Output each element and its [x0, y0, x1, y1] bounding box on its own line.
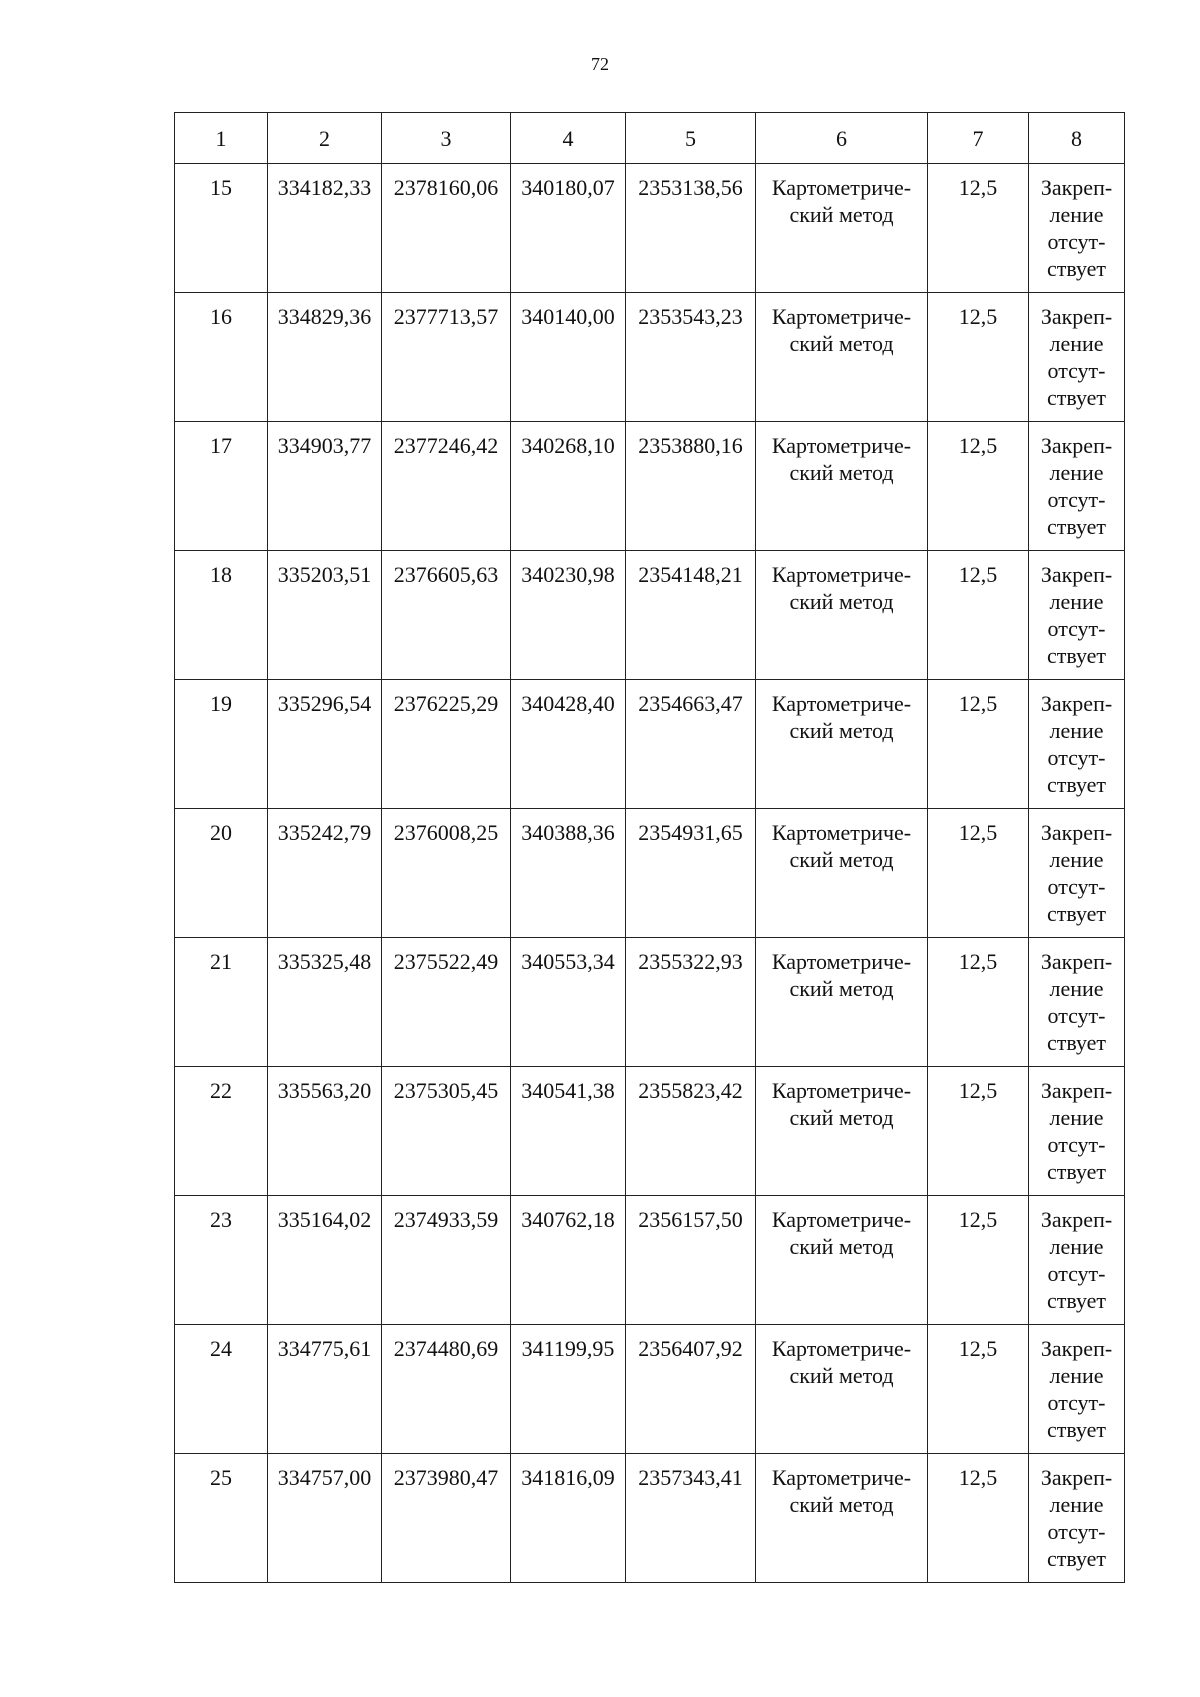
method-text-line: ский метод [789, 460, 894, 485]
coordinate-cell: 335563,20 [268, 1067, 382, 1196]
fixation-text-line: Закреп- [1040, 175, 1113, 200]
coordinate-cell: 2354663,47 [626, 680, 756, 809]
column-header: 6 [756, 113, 928, 164]
coordinate-cell: 2354148,21 [626, 551, 756, 680]
coordinate-cell: 335164,02 [268, 1196, 382, 1325]
table-row [175, 680, 1125, 809]
coordinate-cell: 2354931,65 [626, 809, 756, 938]
coordinate-cell: 334182,33 [268, 164, 382, 293]
method-cell [756, 551, 928, 680]
fixation-text-line: Закреп- [1040, 1078, 1113, 1103]
point-number-cell: 16 [175, 293, 268, 422]
table-row [175, 422, 1125, 551]
point-number-cell: 17 [175, 422, 268, 551]
column-header: 3 [382, 113, 511, 164]
method-cell [756, 422, 928, 551]
table-row [175, 1454, 1125, 1583]
fixation-cell [1029, 1325, 1125, 1454]
coordinate-cell: 335325,48 [268, 938, 382, 1067]
fixation-cell [1029, 938, 1125, 1067]
fixation-text-line: ление [1049, 847, 1104, 872]
method-text-line: ский метод [789, 718, 894, 743]
table-row [175, 1325, 1125, 1454]
method-cell [756, 809, 928, 938]
coordinate-cell: 2355322,93 [626, 938, 756, 1067]
coordinate-cell: 334757,00 [268, 1454, 382, 1583]
fixation-text-line: ление [1049, 589, 1104, 614]
accuracy-cell: 12,5 [928, 1325, 1029, 1454]
coordinate-cell: 2376225,29 [382, 680, 511, 809]
fixation-cell [1029, 293, 1125, 422]
fixation-text-line: ствует [1046, 1546, 1107, 1571]
coordinate-cell: 334903,77 [268, 422, 382, 551]
method-cell [756, 1325, 928, 1454]
table-row [175, 164, 1125, 293]
fixation-text-line: отсут- [1047, 745, 1106, 770]
point-number-cell: 21 [175, 938, 268, 1067]
method-text-line: Картометриче- [771, 949, 912, 974]
coordinate-cell: 2374933,59 [382, 1196, 511, 1325]
coordinate-cell: 2355823,42 [626, 1067, 756, 1196]
coordinates-table [174, 112, 1125, 1583]
fixation-text-line: ление [1049, 1492, 1104, 1517]
fixation-text-line: ствует [1046, 385, 1107, 410]
fixation-text-line: Закреп- [1040, 820, 1113, 845]
coordinate-cell: 2376008,25 [382, 809, 511, 938]
accuracy-cell: 12,5 [928, 551, 1029, 680]
coordinate-cell: 335203,51 [268, 551, 382, 680]
fixation-cell [1029, 164, 1125, 293]
method-cell [756, 293, 928, 422]
coordinate-cell: 340388,36 [511, 809, 626, 938]
column-header: 2 [268, 113, 382, 164]
fixation-cell [1029, 1067, 1125, 1196]
fixation-text-line: Закреп- [1040, 433, 1113, 458]
fixation-text-line: отсут- [1047, 229, 1106, 254]
point-number-cell: 22 [175, 1067, 268, 1196]
point-number-cell: 18 [175, 551, 268, 680]
point-number-cell: 20 [175, 809, 268, 938]
column-header: 7 [928, 113, 1029, 164]
coordinate-cell: 2356157,50 [626, 1196, 756, 1325]
coordinate-cell: 2356407,92 [626, 1325, 756, 1454]
fixation-text-line: Закреп- [1040, 1465, 1113, 1490]
fixation-cell [1029, 1196, 1125, 1325]
fixation-text-line: ствует [1046, 901, 1107, 926]
method-text-line: ский метод [789, 331, 894, 356]
method-cell [756, 1196, 928, 1325]
accuracy-cell: 12,5 [928, 293, 1029, 422]
fixation-cell [1029, 1454, 1125, 1583]
coordinate-cell: 2375522,49 [382, 938, 511, 1067]
fixation-cell [1029, 422, 1125, 551]
accuracy-cell: 12,5 [928, 680, 1029, 809]
fixation-cell [1029, 680, 1125, 809]
point-number-cell: 24 [175, 1325, 268, 1454]
fixation-text-line: отсут- [1047, 358, 1106, 383]
method-cell [756, 164, 928, 293]
method-text-line: Картометриче- [771, 1465, 912, 1490]
method-text-line: Картометриче- [771, 691, 912, 716]
accuracy-cell: 12,5 [928, 164, 1029, 293]
method-text-line: ский метод [789, 1105, 894, 1130]
table-row [175, 293, 1125, 422]
fixation-text-line: ление [1049, 1363, 1104, 1388]
coordinate-cell: 340553,34 [511, 938, 626, 1067]
column-header: 8 [1029, 113, 1125, 164]
accuracy-cell: 12,5 [928, 809, 1029, 938]
fixation-text-line: ление [1049, 331, 1104, 356]
coordinate-cell: 2373980,47 [382, 1454, 511, 1583]
coordinate-cell: 340140,00 [511, 293, 626, 422]
fixation-text-line: Закреп- [1040, 1336, 1113, 1361]
coordinate-cell: 2376605,63 [382, 551, 511, 680]
accuracy-cell: 12,5 [928, 1454, 1029, 1583]
coordinate-cell: 334775,61 [268, 1325, 382, 1454]
column-header: 4 [511, 113, 626, 164]
coordinate-cell: 334829,36 [268, 293, 382, 422]
table-row [175, 809, 1125, 938]
fixation-text-line: отсут- [1047, 1132, 1106, 1157]
fixation-text-line: отсут- [1047, 1003, 1106, 1028]
point-number-cell: 19 [175, 680, 268, 809]
coordinate-cell: 2375305,45 [382, 1067, 511, 1196]
method-text-line: Картометриче- [771, 175, 912, 200]
fixation-text-line: отсут- [1047, 616, 1106, 641]
coordinate-cell: 340762,18 [511, 1196, 626, 1325]
method-text-line: ский метод [789, 1492, 894, 1517]
coordinate-cell: 340180,07 [511, 164, 626, 293]
table-row [175, 1196, 1125, 1325]
fixation-text-line: ствует [1046, 256, 1107, 281]
point-number-cell: 15 [175, 164, 268, 293]
method-text-line: Картометриче- [771, 1078, 912, 1103]
fixation-text-line: отсут- [1047, 487, 1106, 512]
fixation-text-line: отсут- [1047, 1261, 1106, 1286]
fixation-text-line: ствует [1046, 514, 1107, 539]
coordinate-cell: 340230,98 [511, 551, 626, 680]
coordinate-cell: 2353880,16 [626, 422, 756, 551]
accuracy-cell: 12,5 [928, 1067, 1029, 1196]
fixation-text-line: ление [1049, 1234, 1104, 1259]
method-text-line: Картометриче- [771, 1207, 912, 1232]
column-header: 1 [175, 113, 268, 164]
coordinate-cell: 340541,38 [511, 1067, 626, 1196]
method-text-line: ский метод [789, 847, 894, 872]
page-number: 72 [591, 54, 609, 74]
fixation-text-line: ление [1049, 460, 1104, 485]
fixation-text-line: Закреп- [1040, 691, 1113, 716]
coordinate-cell: 2353138,56 [626, 164, 756, 293]
method-text-line: Картометриче- [771, 1336, 912, 1361]
fixation-text-line: ление [1049, 1105, 1104, 1130]
method-text-line: ский метод [789, 589, 894, 614]
fixation-text-line: Закреп- [1040, 562, 1113, 587]
method-text-line: ский метод [789, 1234, 894, 1259]
method-text-line: ский метод [789, 1363, 894, 1388]
fixation-text-line: ление [1049, 202, 1104, 227]
coordinate-cell: 2374480,69 [382, 1325, 511, 1454]
fixation-text-line: Закреп- [1040, 1207, 1113, 1232]
coordinate-cell: 335296,54 [268, 680, 382, 809]
accuracy-cell: 12,5 [928, 1196, 1029, 1325]
fixation-text-line: отсут- [1047, 1390, 1106, 1415]
coordinate-cell: 341816,09 [511, 1454, 626, 1583]
fixation-text-line: ствует [1046, 772, 1107, 797]
coordinate-cell: 2357343,41 [626, 1454, 756, 1583]
method-cell [756, 1454, 928, 1583]
method-text-line: Картометриче- [771, 562, 912, 587]
accuracy-cell: 12,5 [928, 422, 1029, 551]
fixation-text-line: ствует [1046, 1288, 1107, 1313]
fixation-cell [1029, 551, 1125, 680]
coordinate-cell: 335242,79 [268, 809, 382, 938]
method-text-line: Картометриче- [771, 304, 912, 329]
table-row [175, 1067, 1125, 1196]
header-row [175, 113, 1125, 164]
fixation-text-line: Закреп- [1040, 949, 1113, 974]
method-text-line: Картометриче- [771, 433, 912, 458]
fixation-text-line: отсут- [1047, 1519, 1106, 1544]
point-number-cell: 23 [175, 1196, 268, 1325]
fixation-text-line: ствует [1046, 1159, 1107, 1184]
method-text-line: ский метод [789, 976, 894, 1001]
coordinate-cell: 2377246,42 [382, 422, 511, 551]
table-row [175, 551, 1125, 680]
coordinate-cell: 340268,10 [511, 422, 626, 551]
coordinate-cell: 2377713,57 [382, 293, 511, 422]
fixation-text-line: ствует [1046, 1417, 1107, 1442]
coordinate-cell: 2378160,06 [382, 164, 511, 293]
column-header: 5 [626, 113, 756, 164]
fixation-text-line: ствует [1046, 1030, 1107, 1055]
fixation-text-line: ление [1049, 718, 1104, 743]
method-cell [756, 1067, 928, 1196]
accuracy-cell: 12,5 [928, 938, 1029, 1067]
table-row [175, 938, 1125, 1067]
point-number-cell: 25 [175, 1454, 268, 1583]
method-text-line: Картометриче- [771, 820, 912, 845]
fixation-text-line: ствует [1046, 643, 1107, 668]
method-text-line: ский метод [789, 202, 894, 227]
method-cell [756, 680, 928, 809]
coordinate-cell: 341199,95 [511, 1325, 626, 1454]
coordinate-cell: 2353543,23 [626, 293, 756, 422]
fixation-text-line: отсут- [1047, 874, 1106, 899]
coordinate-cell: 340428,40 [511, 680, 626, 809]
fixation-cell [1029, 809, 1125, 938]
fixation-text-line: Закреп- [1040, 304, 1113, 329]
fixation-text-line: ление [1049, 976, 1104, 1001]
method-cell [756, 938, 928, 1067]
